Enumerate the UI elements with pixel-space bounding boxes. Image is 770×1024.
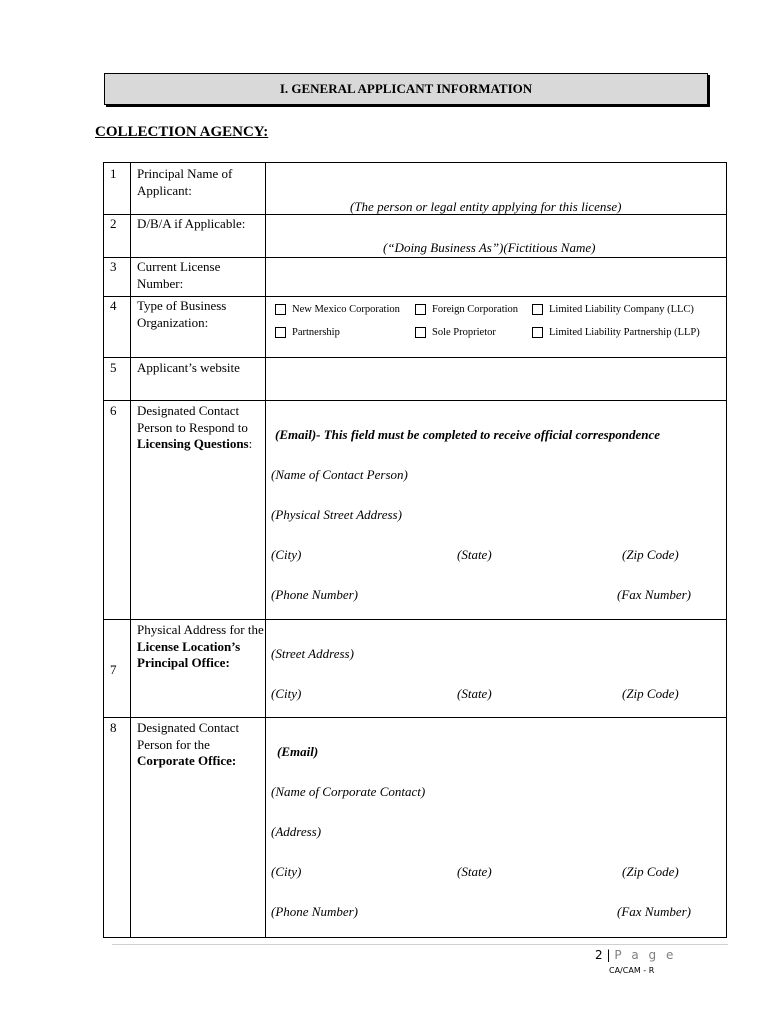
section-header-title: I. GENERAL APPLICANT INFORMATION bbox=[279, 81, 533, 96]
licensing-city-field[interactable]: (City) bbox=[271, 547, 302, 562]
checkbox[interactable] bbox=[415, 327, 426, 338]
office-street-field[interactable]: (Street Address) bbox=[271, 646, 354, 661]
licensing-state-field[interactable]: (State) bbox=[457, 547, 492, 562]
principal-name-label: Principal Name of Applicant: bbox=[137, 166, 233, 198]
corporate-phone-field[interactable]: (Phone Number) bbox=[271, 904, 359, 919]
option-partnership[interactable]: Partnership bbox=[275, 327, 340, 338]
licensing-street-field[interactable]: (Physical Street Address) bbox=[271, 507, 402, 522]
licensing-contact-name-field[interactable]: (Name of Contact Person) bbox=[271, 467, 408, 482]
row-divider bbox=[103, 619, 727, 620]
principal-name-field[interactable] bbox=[267, 163, 725, 199]
row-number: 8 bbox=[110, 720, 117, 735]
row-number: 1 bbox=[110, 166, 117, 181]
license-number-field[interactable] bbox=[267, 258, 725, 295]
form-code: CA/CAM - R bbox=[609, 966, 655, 975]
corporate-contact-label: Designated Contact Person for the Corporate Office: bbox=[137, 720, 240, 768]
dba-label: D/B/A if Applicable: bbox=[137, 216, 246, 231]
licensing-phone-field[interactable]: (Phone Number) bbox=[271, 587, 359, 602]
principal-office-label: Physical Address for the License Location’s Principal Office: bbox=[137, 622, 264, 670]
checkbox[interactable] bbox=[532, 304, 543, 315]
licensing-zip-field[interactable]: (Zip Code) bbox=[622, 547, 679, 562]
table-divider-num bbox=[130, 162, 131, 938]
corporate-contact-name-field[interactable]: (Name of Corporate Contact) bbox=[271, 784, 426, 799]
business-type-label: Type of Business Organization: bbox=[137, 298, 227, 330]
row-divider bbox=[103, 296, 727, 297]
table-divider-label bbox=[265, 162, 266, 938]
table-border-left bbox=[103, 162, 104, 938]
row-number: 5 bbox=[110, 360, 117, 375]
corporate-fax-field[interactable]: (Fax Number) bbox=[617, 904, 692, 919]
row-number: 4 bbox=[110, 298, 117, 313]
dba-field[interactable] bbox=[267, 215, 725, 239]
checkbox[interactable] bbox=[415, 304, 426, 315]
website-field[interactable] bbox=[267, 358, 725, 399]
licensing-email-field[interactable]: (Email)- This field must be completed to receive official correspondence bbox=[275, 427, 660, 442]
row-divider bbox=[103, 400, 727, 401]
option-llc[interactable]: Limited Liability Company (LLC) bbox=[532, 304, 694, 315]
office-state-field[interactable]: (State) bbox=[457, 686, 492, 701]
corporate-email-field[interactable]: (Email) bbox=[277, 744, 319, 759]
row-divider bbox=[103, 717, 727, 718]
option-nm-corporation[interactable]: New Mexico Corporation bbox=[275, 304, 400, 315]
table-border-right bbox=[726, 162, 727, 938]
collection-agency-title: COLLECTION AGENCY: bbox=[95, 124, 269, 140]
row-number: 2 bbox=[110, 216, 117, 231]
license-number-label: Current License Number: bbox=[137, 259, 221, 291]
page-number: 2 | P a g e bbox=[595, 948, 677, 962]
corporate-state-field[interactable]: (State) bbox=[457, 864, 492, 879]
option-sole-proprietor[interactable]: Sole Proprietor bbox=[415, 327, 496, 338]
licensing-contact-label: Designated Contact Person to Respond to Licensing Questions: bbox=[137, 403, 253, 451]
footer-divider bbox=[112, 944, 728, 945]
website-label: Applicant’s website bbox=[137, 360, 240, 375]
checkbox[interactable] bbox=[532, 327, 543, 338]
principal-name-hint: (The person or legal entity applying for this license) bbox=[350, 199, 622, 214]
row-number: 3 bbox=[110, 259, 117, 274]
corporate-address-field[interactable]: (Address) bbox=[271, 824, 322, 839]
row-number: 6 bbox=[110, 403, 117, 418]
office-zip-field[interactable]: (Zip Code) bbox=[622, 686, 679, 701]
checkbox[interactable] bbox=[275, 304, 286, 315]
section-header bbox=[104, 73, 708, 105]
option-foreign-corporation[interactable]: Foreign Corporation bbox=[415, 304, 518, 315]
option-llp[interactable]: Limited Liability Partnership (LLP) bbox=[532, 327, 700, 338]
row-number: 7 bbox=[110, 662, 117, 677]
corporate-zip-field[interactable]: (Zip Code) bbox=[622, 864, 679, 879]
dba-hint: (“Doing Business As”)(Fictitious Name) bbox=[383, 240, 596, 255]
office-city-field[interactable]: (City) bbox=[271, 686, 302, 701]
table-border-bottom bbox=[103, 937, 727, 938]
corporate-city-field[interactable]: (City) bbox=[271, 864, 302, 879]
checkbox[interactable] bbox=[275, 327, 286, 338]
licensing-fax-field[interactable]: (Fax Number) bbox=[617, 587, 692, 602]
